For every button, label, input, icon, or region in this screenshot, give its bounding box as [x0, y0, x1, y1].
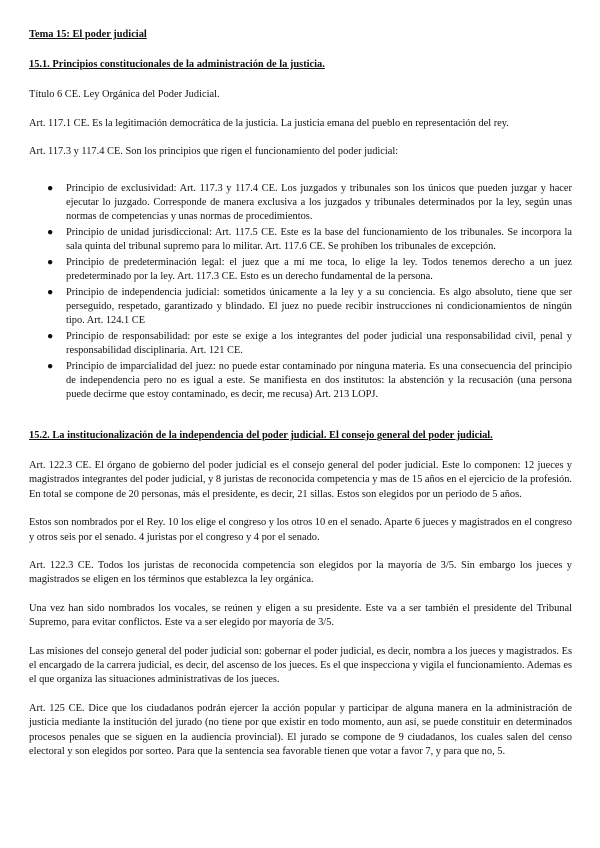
principle-list-item [47, 330, 572, 358]
section-2-paragraph: Art. 122.3 CE. Todos los juristas de reconocida competencia son elegidos por la mayoría de 3/5. Sin embargo los jueces y magistrados se eligen en los términos que establezca la ley orgánica. [29, 560, 572, 586]
principle-list-item [47, 256, 572, 284]
bullet-icon: ● [47, 226, 54, 238]
bullet-icon: ● [47, 256, 54, 268]
bullet-icon: ● [47, 286, 54, 298]
section-2-paragraph: Art. 125 CE. Dice que los ciudadanos podrán ejercer la acción popular y participar de alguna manera en la administración de justicia mediante la institución del jurado (no tiene por que existir en todo momento, aun así, se puede constituir en determinados procesos penales que se siguen en la audiencia provincial). El jurado se compone de 9 ciudadanos, los cuales salen del censo electoral y son elegidos por sorteo. Para que la sentencia sea favorable tienen que votar a favor 7, y para que no, 5. [29, 703, 572, 757]
principle-text: Principio de independencia judicial: sometidos únicamente a la ley y a su conciencia. Es algo absoluto, tiene que ser perseguido, respetado, garantizado y blindado. El juez no puede recibir instrucciones ni condicionamientos de ningún tipo. Art. 124.1 CE [66, 286, 572, 327]
section-1-heading: 15.1. Principios constitucionales de la administración de la justicia. [29, 59, 325, 70]
section-1-paragraph: Título 6 CE. Ley Orgánica del Poder Judicial. [29, 89, 220, 100]
principle-text: Principio de imparcialidad del juez: no puede estar contaminado por ninguna materia. Es una consecuencia del principio de independencia pero no es igual a este. Se manifiesta en dos institutos: la abstención y la recusación (una persona puede decirme que estoy contaminado, es decir, me recusa) Art. 213 LOPJ. [66, 361, 572, 401]
principle-text: Principio de exclusividad: Art. 117.3 y 117.4 CE. Los juzgados y tribunales son los únicos que pueden juzgar y hacer ejecutar lo juzgado. Corresponde de manera exclusiva a los juzgados y tribunales determinados por la ley, según unas normas de competencias y unas normas de procedimientos. [66, 182, 572, 223]
principle-list-item [47, 360, 572, 403]
section-2-paragraph: Art. 122.3 CE. El órgano de gobierno del poder judicial es el consejo general del poder judicial. Este lo componen: 12 jueces y magistrados integrantes del poder judicial, y 8 juristas de reconocida competencia y mas de 15 años en el ejercicio de la profesión. En total se compone de 20 personas, más el presidente, es decir, 21 sillas. Estos son elegidos por un periodo de 5 años. [29, 460, 572, 500]
principles-list [29, 182, 572, 403]
principle-list-item [47, 286, 572, 329]
section-2-paragraph: Las misiones del consejo general del poder judicial son: gobernar el poder judicial, es decir, nombra a los jueces y magistrados. Es el encargado de la carrera judicial, es decir, del ascenso de los jueces. Es el que inspecciona y vigila el funcionamiento. Ademas es el que organiza las situaciones administrativas de los jueces. [29, 646, 572, 686]
section-2-heading: 15.2. La institucionalización de la independencia del poder judicial. El consejo general del poder judicial. [29, 430, 493, 442]
section-2-paragraph: Estos son nombrados por el Rey. 10 los elige el congreso y los otros 10 en el senado. Aparte 6 jueces y magistrados en el congreso y otros seis por el senado. 4 juristas por el congreso y 4 por el senado. [29, 517, 572, 543]
bullet-icon: ● [47, 331, 54, 343]
principle-list-item [47, 226, 572, 254]
principle-text: Principio de unidad jurisdiccional: Art. 117.5 CE. Este es la base del funcionamiento de los tribunales. Se incorpora la sala quinta del tribunal supremo para lo militar. Art. 117.6 CE. Se prohíben los tribunales de excepción. [66, 226, 572, 253]
document-title: Tema 15: El poder judicial [29, 29, 147, 40]
section-1-paragraph: Art. 117.1 CE. Es la legitimación democrática de la justicia. La justicia emana del pueblo en representación del rey. [29, 117, 509, 129]
document-page [29, 28, 572, 773]
spacer [29, 404, 572, 429]
principle-text: Principio de responsabilidad: por este se exige a los integrantes del poder judicial una responsabilidad civil, penal y responsabilidad disciplinaria. Art. 121 CE. [66, 331, 572, 357]
section-2-paragraph: Una vez han sido nombrados los vocales, se reúnen y eligen a su presidente. Este va a ser también el presidente del Tribunal Supremo, para evitar conflictos. Este va a ser elegido por mayoría de 3/5. [29, 603, 572, 629]
bullet-icon: ● [47, 182, 54, 194]
principle-list-item [47, 182, 572, 225]
bullet-icon: ● [47, 361, 54, 373]
principle-text: Principio de predeterminación legal: el juez que a mí me toca, lo elige la ley. Todos tenemos derecho a un juez predeterminado por la ley. Art. 117.3 CE. Esto es un derecho fundamental de la persona. [66, 256, 572, 283]
section-1-paragraph: Art. 117.3 y 117.4 CE. Son los principios que rigen el funcionamiento del poder judicial: [29, 146, 399, 158]
